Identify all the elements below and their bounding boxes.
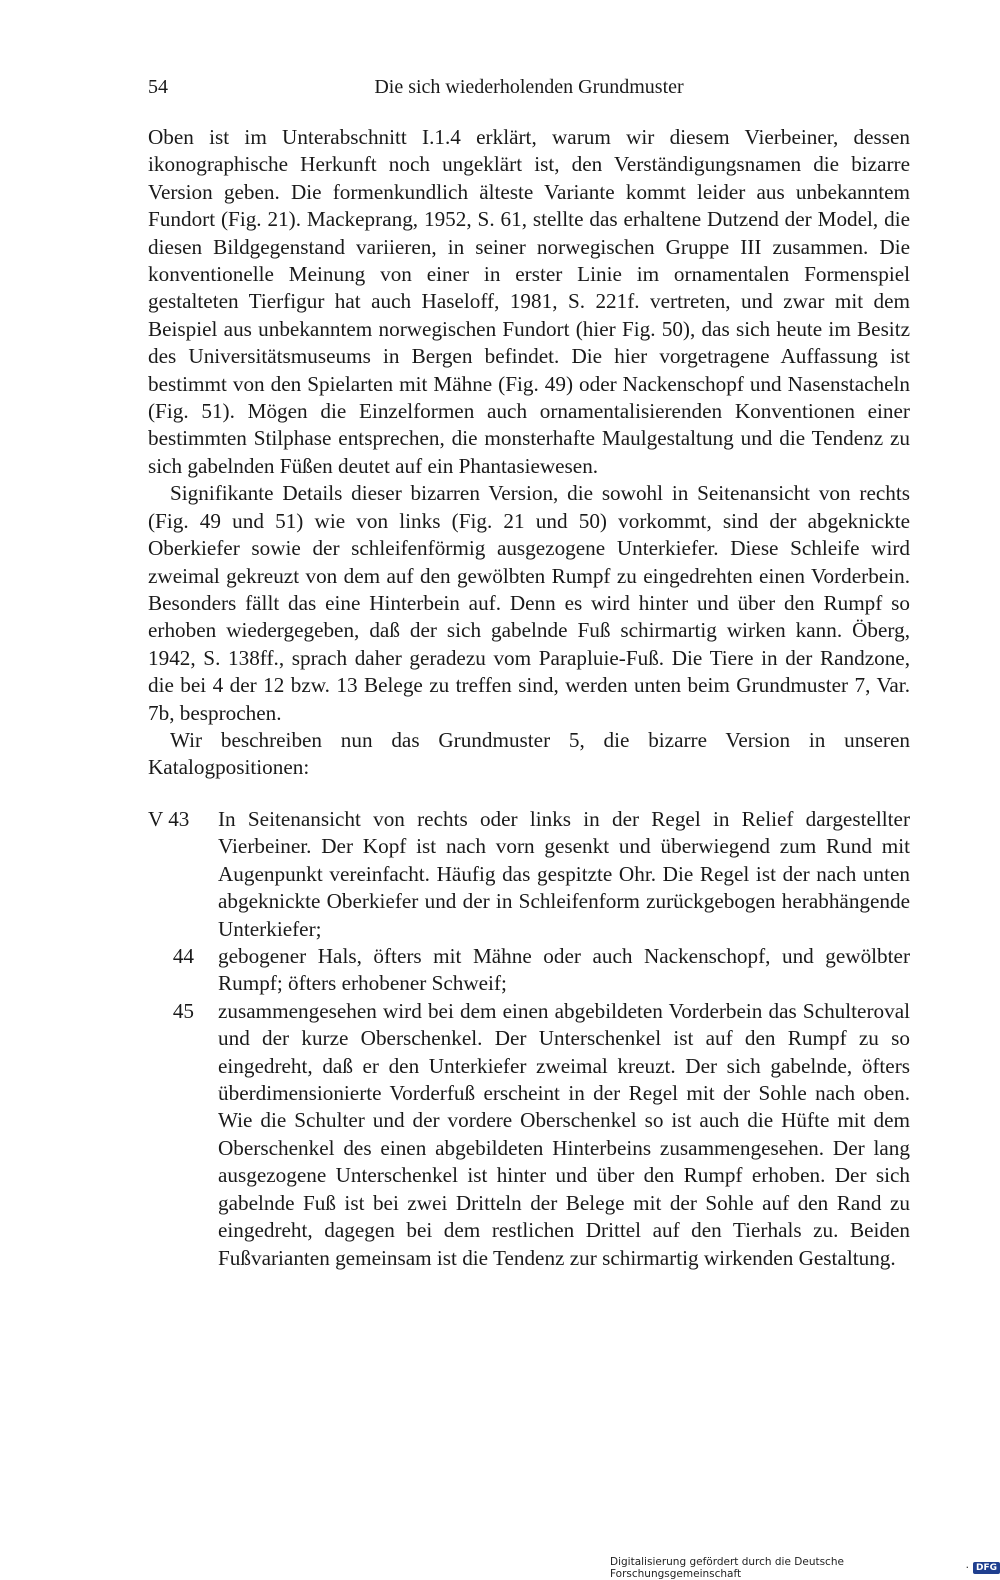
footer-text: Digitalisierung gefördert durch die Deutsche Forschungsgemeinschaft [610,1556,844,1580]
paragraph-3: Wir beschreiben nun das Grundmuster 5, die bizarre Version in unseren Katalogpositionen: [148,727,910,780]
dfg-logo: DFG [973,1562,1000,1574]
catalog-entry [148,943,910,998]
catalog-text: gebogener Hals, öfters mit Mähne oder auch Nackenschopf, und gewölbter Rumpf; öfters erhobener Schweif; [218,944,910,996]
catalog-number: 45 [172,998,194,1023]
paragraph-2: Signifikante Details dieser bizarren Version, die sowohl in Seitenansicht von rechts (Fig. 49 und 51) wie von links (Fig. 21 und 50) vorkommt, sind der abgeknickte Oberkiefer sowie der schleifenförmig ausgezogene Unterkiefer. Diese Schleife wird zweimal gekreuzt von dem auf den gewölbten Rumpf zu eingedrehten einen Vorderbein. Besonders fällt das eine Hinterbein auf. Denn es wird hinter und über den Rumpf so erhoben wiedergegeben, daß der sich gabelnde Fuß schirmartig wirken kann. Öberg, 1942, S. 138ff., sprach daher geradezu vom Parapluie-Fuß. Die Tiere in der Randzone, die bei 4 der 12 bzw. 13 Belege zu treffen sind, werden unten beim Grundmuster 7, Var. 7b, besprochen. [148,481,910,725]
catalog-text: zusammengesehen wird bei dem einen abgebildeten Vorderbein das Schulteroval und der kurze Oberschenkel. Der Unterschenkel ist auf den Rumpf zu so eingedreht, daß er den Unterkiefer zweimal kreuzt. Der sich gabelnde, öfters überdimensionierte Vorderfuß erscheint in der Regel mit der Sohle nach oben. Wie die Schulter und der vordere Oberschenkel so ist auch die Hüfte mit dem Oberschenkel des einen abgebildeten Hinterbeins zusammengesehen. Der lang ausgezogene Unterschenkel ist hinter und über den Rumpf erhoben. Der sich gabelnde Fuß ist bei zwei Dritteln der Belege mit der Sohle auf den Rand zu eingedreht, dagegen bei dem restlichen Drittel auf den Tierhals zu. Beiden Fußvarianten gemeinsam ist die Tendenz zur schirmartig wirkenden Gestaltung. [218,998,910,1270]
paragraph-1: Oben ist im Unterabschnitt I.1.4 erklärt, warum wir diesem Vierbeiner, dessen ikonographische Herkunft noch ungeklärt ist, den Verständigungsnamen die bizarre Version geben. Die formenkundlich älteste Variante kommt leider aus unbekanntem Fundort (Fig. 21). Mackeprang, 1952, S. 61, stellte das erhaltene Dutzend der Model, die diesen Bildgegenstand variieren, in seiner norwegischen Gruppe III zusammen. Die konventionelle Meinung von einer in erster Linie im ornamentalen Formenspiel gestalteten Tierfigur hat auch Haseloff, 1981, S. 221f. vertreten, und zwar mit dem Beispiel aus unbekanntem norwegischen Fundort (hier Fig. 50), das sich heute im Besitz des Universitätsmuseums in Bergen befindet. Die hier vorgetragene Auffassung ist bestimmt von den Spielarten mit Mähne (Fig. 49) oder Nackenschopf und Nasenstacheln (Fig. 51). Mögen die Einzelformen auch ornamentalisierenden Konventionen einer bestimmten Stilphase entsprechen, die monsterhafte Maulgestaltung und die Tendenz zu sich gabelnden Füßen deutet auf ein Phantasiewesen. [148,125,910,478]
page-number: 54 [148,76,168,98]
catalog-list [148,806,910,1272]
catalog-number: 44 [172,944,194,969]
catalog-text: In Seitenansicht von rechts oder links in der Regel in Relief dargestellter Vierbeiner. Der Kopf ist nach vorn gesenkt und überwiegend zum Rund mit Augenpunkt vereinfacht. Häufig das gespitzte Ohr. Die Regel ist der nach unten abgeknickte Oberkiefer und der in Schleifenform zurückgebogen herabhängende Unterkiefer; [218,807,910,941]
page-header [148,76,910,106]
digitization-footer: Digitalisierung gefördert durch die Deutsche Forschungsgemeinschaft · DFG [610,1556,1000,1580]
catalog-entry [148,998,910,1272]
catalog-entry [148,806,910,943]
body-text [148,124,910,782]
running-title: Die sich wiederholenden Grundmuster [374,76,684,98]
catalog-number: V 43 [148,807,190,831]
